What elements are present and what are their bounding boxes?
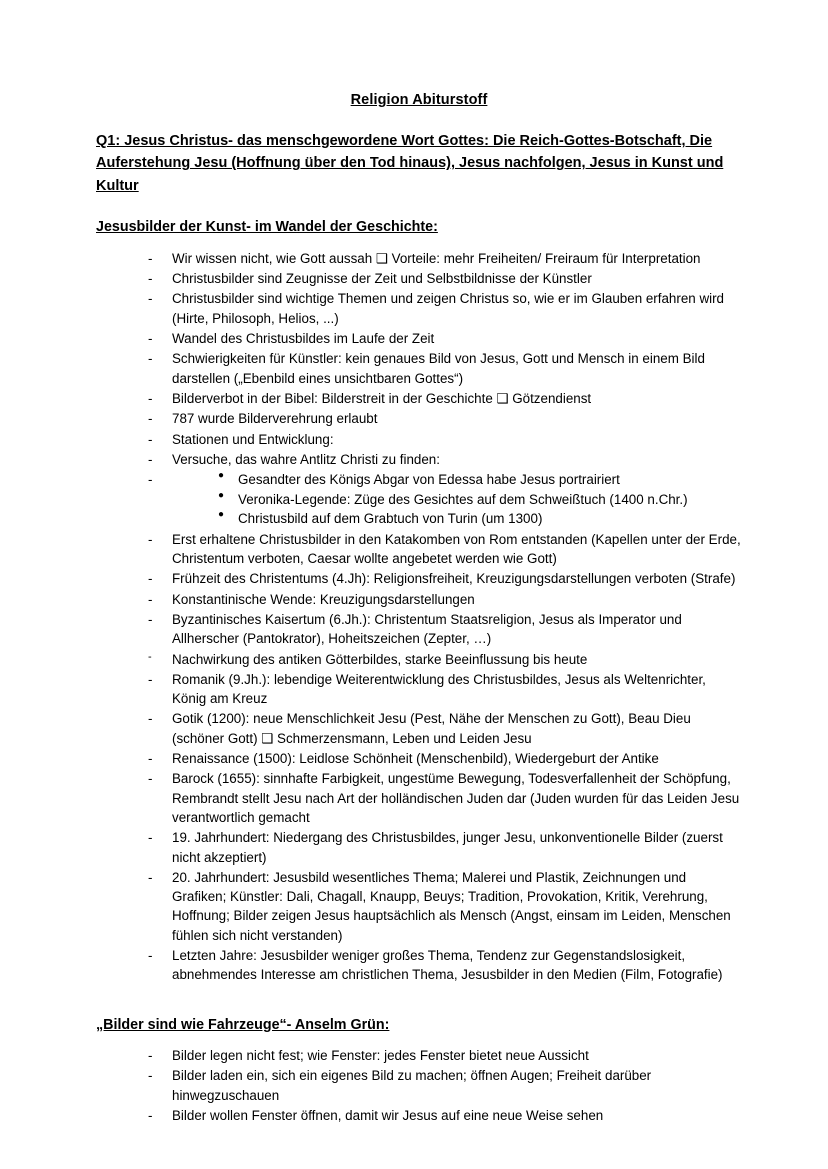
section-heading-jesusbilder: Jesusbilder der Kunst- im Wandel der Geschichte: xyxy=(96,219,438,236)
list-item: - 19. Jahrhundert: Niedergang des Christusbildes, junger Jesu, unkonventionelle Bilder (zuerst nicht akzeptiert) xyxy=(148,828,742,867)
list-item: - Gotik (1200): neue Menschlichkeit Jesu (Pest, Nähe der Menschen zu Gott), Beau Dieu (schöner Gott) ❑ Schmerzensmann, Leben und Leiden Jesu xyxy=(148,709,742,748)
q1-heading: Q1: Jesus Christus- das menschgewordene Wort Gottes: Die Reich-Gottes-Botschaft, Die Auferstehung Jesu (Hoffnung über den Tod hinaus), Jesus nachfolgen, Jesus in Kunst und Kultur xyxy=(96,133,724,194)
list-item: - Versuche, das wahre Antlitz Christi zu finden: xyxy=(148,450,742,469)
list-item: - Stationen und Entwicklung: xyxy=(148,430,742,449)
list-item: - Schwierigkeiten für Künstler: kein genaues Bild von Jesus, Gott und Mensch in einem Bild darstellen („Ebenbild eines unsichtbaren Gottes“) xyxy=(148,349,742,388)
list-item: - Wandel des Christusbildes im Laufe der Zeit xyxy=(148,329,742,348)
list-item: - Byzantinisches Kaisertum (6.Jh.): Christentum Staatsreligion, Jesus als Imperator und Allherscher (Pantokrator), Hoheitszeichen (Zepter, …) xyxy=(148,610,742,649)
page-title: Religion Abiturstoff xyxy=(350,92,488,108)
list-item: - Letzten Jahre: Jesusbilder weniger großes Thema, Tendenz zur Gegenstandslosigkeit, abnehmendes Interesse am christlichen Thema, Jesusbilder in den Medien (Film, Fotografie) xyxy=(148,946,742,985)
list-item: - Bilder legen nicht fest; wie Fenster: jedes Fenster bietet neue Aussicht xyxy=(148,1046,742,1065)
section-heading-bilder-fahrzeuge: „Bilder sind wie Fahrzeuge“- Anselm Grün: xyxy=(96,1016,390,1033)
sub-bullet-group xyxy=(148,470,742,529)
list-item: - Christusbilder sind wichtige Themen und zeigen Christus so, wie er im Glauben erfahren wird (Hirte, Philosoph, Helios, ...) xyxy=(148,289,742,328)
list-item: - Barock (1655): sinnhafte Farbigkeit, ungestüme Bewegung, Todesverfallenheit der Schöpfung, Rembrandt stellt Jesu nach Art der holländischen Juden dar (Juden wurden für das Leiden Jesu verantwortlich gemacht xyxy=(148,769,742,827)
list-item: - 20. Jahrhundert: Jesusbild wesentliches Thema; Malerei und Plastik, Zeichnungen und Grafiken; Künstler: Dali, Chagall, Knaupp, Beuys; Tradition, Provokation, Kritik, Verehrung, Hoffnung; Bilder zeigen Jesus hauptsächlich als Mensch (Angst, einsam im Leiden, Menschen fühlen sich nicht verstanden) xyxy=(148,868,742,945)
list-item: ● Christusbild auf dem Grabtuch von Turin (um 1300) xyxy=(218,509,742,529)
list-item: - Bilder wollen Fenster öffnen, damit wir Jesus auf eine neue Weise sehen xyxy=(148,1106,742,1125)
list-item: - Erst erhaltene Christusbilder in den Katakomben von Rom entstanden (Kapellen unter der Erde, Christentum verboten, Caesar wollte angebetet werden wie Gott) xyxy=(148,530,742,569)
list-item: - Renaissance (1500): Leidlose Schönheit (Menschenbild), Wiedergeburt der Antike xyxy=(148,749,742,768)
list-item: - Nachwirkung des antiken Götterbildes, starke Beeinflussung bis heute xyxy=(148,650,742,669)
section-list-jesusbilder xyxy=(96,249,742,985)
section-list-bilder-fahrzeuge xyxy=(96,1046,742,1125)
list-item: - Konstantinische Wende: Kreuzigungsdarstellungen xyxy=(148,590,742,609)
list-item: - Bilderverbot in der Bibel: Bilderstreit in der Geschichte ❑ Götzendienst xyxy=(148,389,742,408)
list-item: - Wir wissen nicht, wie Gott aussah ❑ Vorteile: mehr Freiheiten/ Freiraum für Interpretation xyxy=(148,249,742,268)
list-item: - Frühzeit des Christentums (4.Jh): Religionsfreiheit, Kreuzigungsdarstellungen verboten (Strafe) xyxy=(148,569,742,588)
list-item: - 787 wurde Bilderverehrung erlaubt xyxy=(148,409,742,428)
sub-bullet-list xyxy=(172,470,742,529)
section-spacer xyxy=(96,1001,742,1015)
list-item: ● - Gesandter des Königs Abgar von Edessa habe Jesus portrairiert xyxy=(218,470,742,490)
list-item: ● Veronika-Legende: Züge des Gesichtes auf dem Schweißtuch (1400 n.Chr.) xyxy=(218,490,742,510)
list-item: - Christusbilder sind Zeugnisse der Zeit und Selbstbildnisse der Künstler xyxy=(148,269,742,288)
list-item: - Bilder laden ein, sich ein eigenes Bild zu machen; öffnen Augen; Freiheit darüber hinwegzuschauen xyxy=(148,1066,742,1105)
list-item: - Romanik (9.Jh.): lebendige Weiterentwicklung des Christusbildes, Jesus als Weltenrichter, König am Kreuz xyxy=(148,670,742,709)
